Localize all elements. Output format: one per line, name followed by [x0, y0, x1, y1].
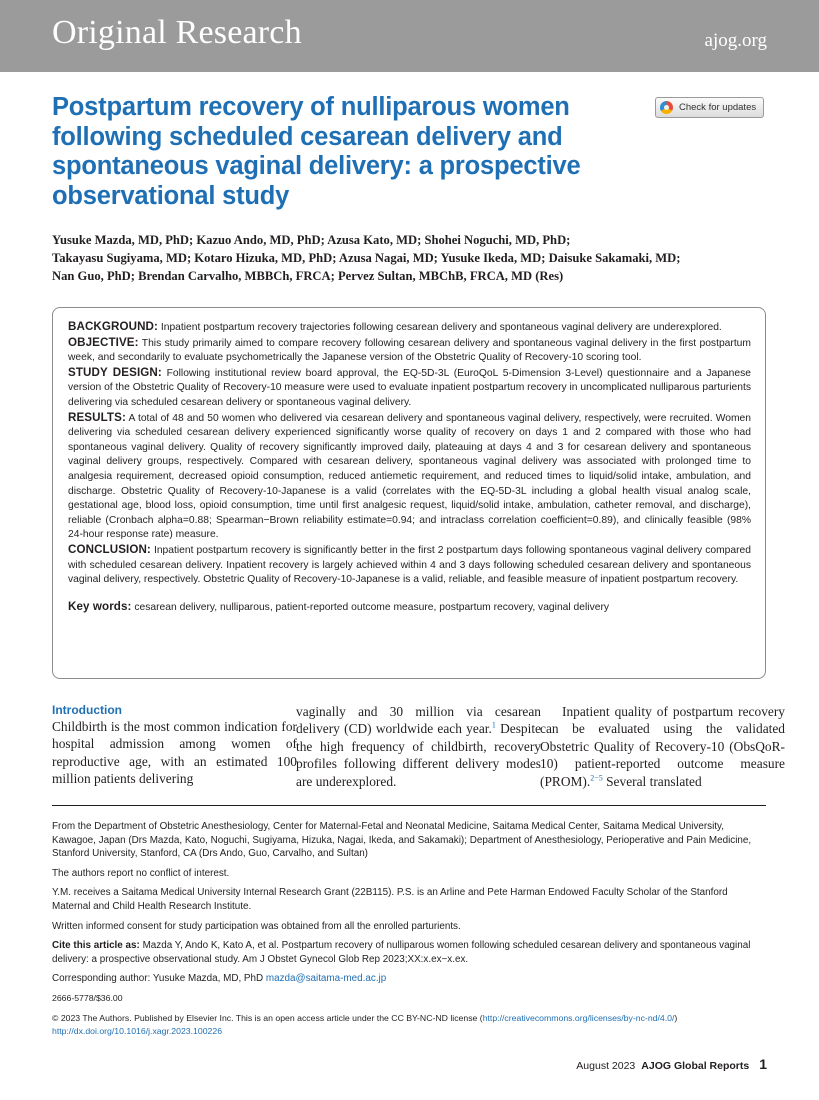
funding-note: Y.M. receives a Saitama Medical University Internal Research Grant (22B115). P.S. is an Arline and Pete Harman Endowed Faculty Scholar of the Stanford Maternal and Child Health Research Institute.	[52, 887, 728, 912]
abstract-objective	[68, 336, 751, 366]
body-text: vaginally and 30 million via cesarean delivery (CD) worldwide each year.	[296, 704, 541, 737]
check-updates-button[interactable]	[655, 97, 764, 118]
copyright-note	[52, 1012, 766, 1039]
keywords-text: cesarean delivery, nulliparous, patient-reported outcome measure, postpartum recovery, vaginal delivery	[134, 601, 610, 613]
crossmark-icon	[660, 101, 673, 114]
abstract-results	[68, 411, 751, 543]
body-column-3	[540, 703, 785, 790]
footnotes	[52, 820, 766, 1045]
abstract-heading: STUDY DESIGN:	[68, 365, 162, 379]
affiliation-note: From the Department of Obstetric Anesthesiology, Center for Maternal-Fetal and Neonatal Medicine, Saitama Medical Center, Saitama Medical University, Kawagoe, Japan (Drs Mazda, Kato, Noguchi, Sugiyama, Hizuka, Nagai, Ikeda, and Sakamaki); Department of Anesthesiology, Perioperative and Pain Medicine, Stanford University, Stanford, CA (Drs Ando, Guo, Carvalho, and Sultan)	[52, 821, 752, 860]
license-link[interactable]: http://creativecommons.org/licenses/by-nc-nd/4.0/	[482, 1012, 675, 1023]
abstract-text: A total of 48 and 50 women who delivered via cesarean delivery and spontaneous vaginal delivery, respectively, were recruited. Women delivering via scheduled cesarean delivery experienced significantly worse quality of recovery on days 1 and 2 compared with those who had spontaneous vaginal delivery. Quality of recovery significantly improved daily, plateauing at days 4 and 3 for cesarean delivery and spontaneous vaginal delivery groups, respectively. Compared with cesarean delivery, spontaneous vaginal delivery was associated with prolonged time to analgesia requirement, decreased opioid consumption, reduced antiemetic requirement, and reduced times to liquid/solid intake, ambulation, and discharge. Obstetric Quality of Recovery-10-Japanese is a valid (correlates with the EQ-5D-3L including a global health visual analog scale, gestational age, blood loss, opioid consumption, time until first analgesic request, liquid/solid intake, ambulation, catheter removal, and discharge), reliable (Cronbach alpha=0.88; Spearman−Brown reliability estimate=0.94; and intraclass correlation coefficient=0.89), and clinically feasible (98% 24-hour response rate) measure.	[68, 412, 752, 541]
body-column-2	[296, 703, 541, 790]
authors-line: Nan Guo, PhD; Brendan Carvalho, MBBCh, FRCA; Pervez Sultan, MBChB, FRCA, MD (Res)	[52, 269, 564, 284]
abstract-design	[68, 366, 751, 411]
email-link[interactable]: mazda@saitama-med.ac.jp	[265, 973, 387, 985]
abstract-text: Following institutional review board approval, the EQ-5D-3L (EuroQoL 5-Dimension 3-Level) questionnaire and a Japanese version of the Obstetric Quality of Recovery-10 measure were used to evaluate inpatient postpartum recovery in uncomplicated nulliparous parturients delivering via scheduled cesarean delivery or spontaneous vaginal delivery.	[68, 367, 751, 408]
abstract-text: Inpatient postpartum recovery is significantly better in the first 2 postpartum days following spontaneous vaginal delivery compared with scheduled cesarean delivery. Inpatient recovery is largely achieved within 4 and 3 days following scheduled cesarean delivery and spontaneous vaginal delivery, respectively. Obstetric Quality of Recovery-10-Japanese is a valid, reliable, and feasible measure of inpatient postpartum recovery.	[68, 544, 751, 586]
abstract-text: Inpatient postpartum recovery trajectories following cesarean delivery and spontaneous vaginal delivery are underexplored.	[160, 322, 722, 333]
body-text: Several translated	[606, 773, 702, 789]
authors-line: Takayasu Sugiyama, MD; Kotaro Hizuka, MD, PhD; Azusa Nagai, MD; Yusuke Ikeda, MD; Daisuke Sakamaki, MD;	[52, 251, 681, 266]
citation-note	[52, 939, 766, 966]
authors-line: Yusuke Mazda, MD, PhD; Kazuo Ando, MD, PhD; Azusa Kato, MD; Shohei Noguchi, MD, PhD;	[52, 233, 571, 247]
body-text: Inpatient quality of postpartum recovery can be evaluated using the validated Obstetric Quality of Recovery-10 (ObsQoR-10) patient-reported outcome measure (PROM).	[540, 704, 785, 789]
citation-text: Mazda Y, Ando K, Kato A, et al. Postpartum recovery of nulliparous women following scheduled cesarean delivery and spontaneous vaginal delivery: a prospective observational study. Am J Obstet Gynecol Glob Rep 2023;XX:x.ex−x.ex.	[52, 940, 751, 965]
keywords-heading: Key words:	[68, 599, 132, 613]
abstract-conclusion	[68, 543, 751, 588]
copyright-end: )	[674, 1012, 678, 1023]
footer-journal: AJOG Global Reports	[641, 1060, 750, 1072]
reference-link[interactable]: 2−5	[590, 773, 603, 783]
abstract-heading: RESULTS:	[68, 410, 126, 424]
page-footer	[576, 1056, 767, 1072]
abstract-box	[52, 307, 766, 679]
body-text: Childbirth is the most common indication for hospital admission among women of reproductive age, with an estimated 100 million patients delivering	[52, 719, 297, 787]
conflict-note: The authors report no conflict of interest.	[52, 867, 230, 879]
copyright-text: © 2023 The Authors. Published by Elsevier Inc. This is an open access article under the CC BY-NC-ND license (	[52, 1012, 483, 1023]
abstract-background	[68, 320, 751, 336]
abstract-heading: CONCLUSION:	[68, 542, 151, 556]
abstract-heading: BACKGROUND:	[68, 320, 158, 333]
corresponding-note	[52, 972, 766, 986]
article-title: Postpartum recovery of nulliparous women following scheduled cesarean delivery and spontaneous vaginal delivery: a prospective observational study	[52, 93, 581, 210]
footer-date: August 2023	[576, 1060, 636, 1072]
check-updates-label: Check for updates	[679, 102, 757, 113]
issn-note: 2666-5778/$36.00	[52, 992, 123, 1003]
footnote-divider	[52, 805, 766, 806]
abstract-text: This study primarily aimed to compare recovery following cesarean delivery and spontaneous vaginal delivery in the first postpartum week, and secondarily to evaluate psychometrically the Japanese version of the Obstetric Quality of Recovery-10 scoring tool.	[68, 337, 751, 364]
doi-link[interactable]: http://dx.doi.org/10.1016/j.xagr.2023.100226	[52, 1026, 223, 1037]
consent-note: Written informed consent for study participation was obtained from all the enrolled parturients.	[52, 920, 461, 932]
journal-url[interactable]: ajog.org	[704, 30, 767, 51]
abstract-keywords	[68, 600, 751, 616]
corresponding-text: Corresponding author: Yusuke Mazda, MD, PhD	[52, 973, 264, 985]
section-label: Original Research	[52, 14, 302, 51]
citation-label: Cite this article as:	[52, 940, 140, 952]
author-list	[52, 231, 772, 286]
page-number: 1	[759, 1056, 767, 1072]
section-heading-introduction: Introduction	[52, 703, 122, 717]
reference-link[interactable]: 1	[491, 720, 496, 730]
abstract-heading: OBJECTIVE:	[68, 335, 139, 349]
body-text: Despite the high frequency of childbirth, recovery profiles following different delivery modes are underexplored.	[296, 721, 541, 789]
header-bar	[0, 0, 819, 72]
body-column-1	[52, 703, 297, 788]
